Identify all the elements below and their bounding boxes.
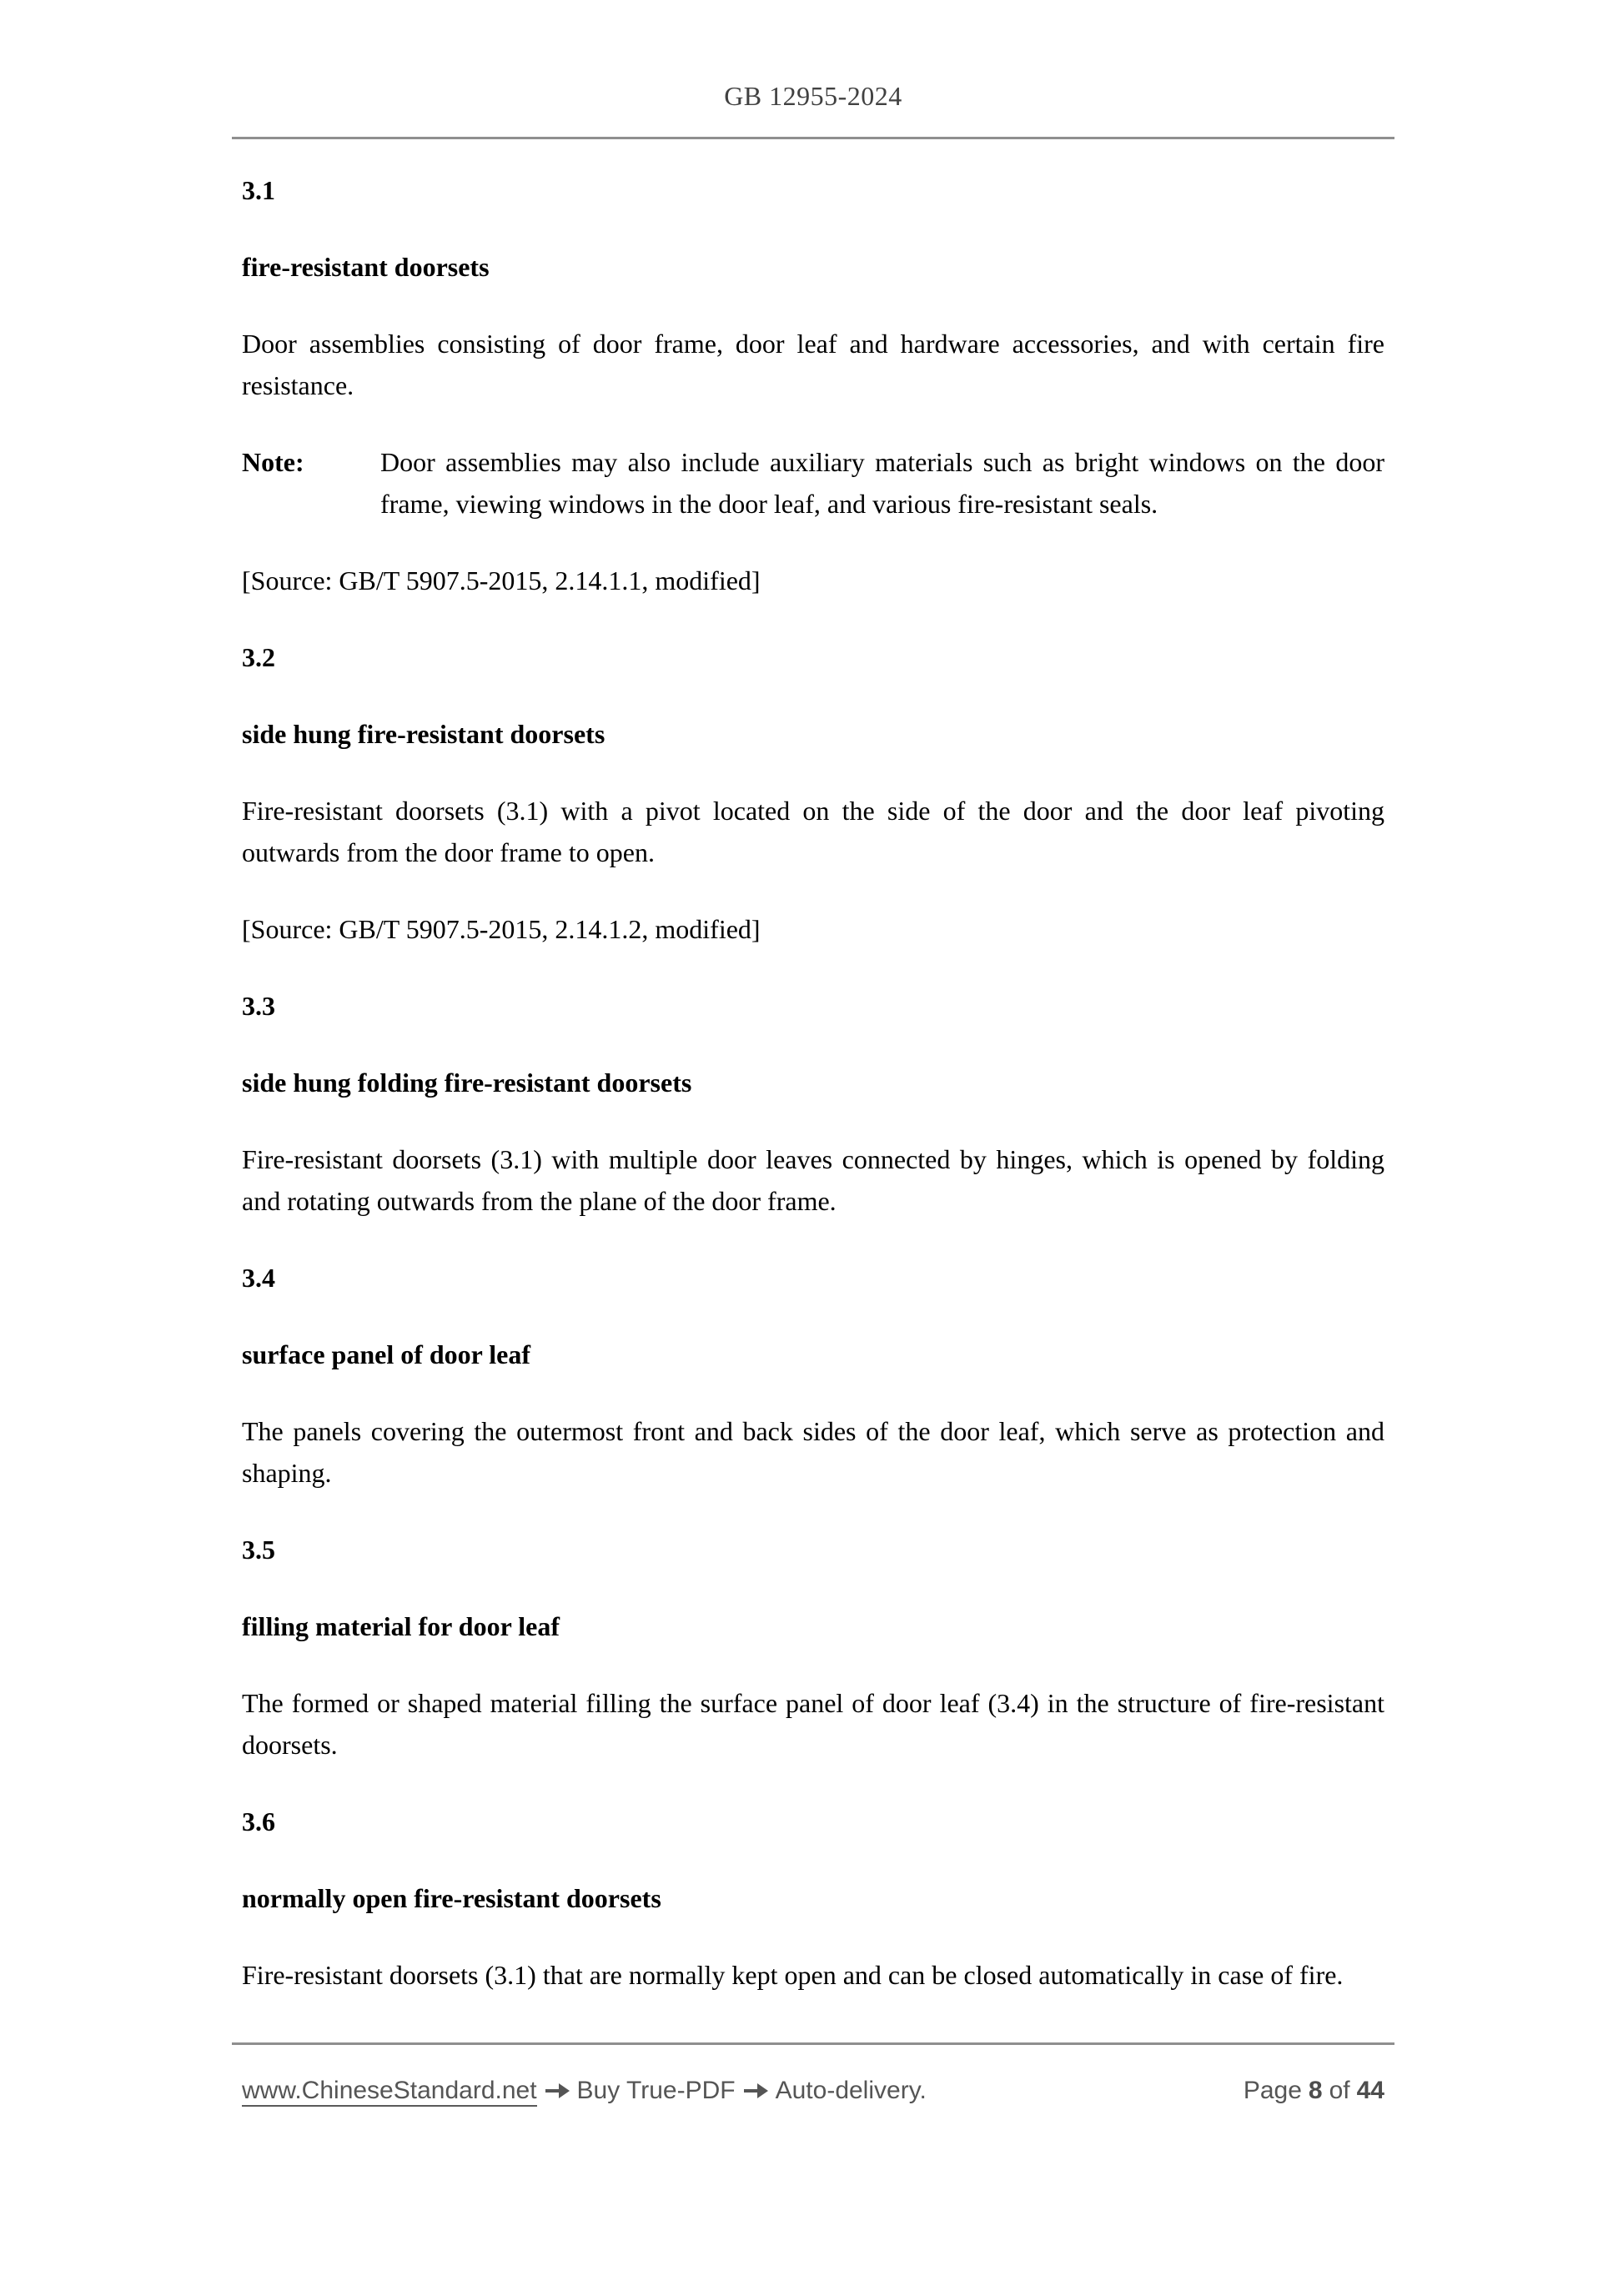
page-of-label: of [1329,2077,1350,2104]
section-number: 3.5 [242,1535,275,1565]
section-term: side hung folding fire-resistant doorsets [242,1068,692,1098]
section-definition: The panels covering the outermost front and back sides of the door leaf, which serve as protection and shaping. [242,1416,1384,1488]
section-number: 3.4 [242,1263,275,1293]
section-number: 3.6 [242,1806,275,1836]
footer-promo [242,2070,927,2112]
section-number: 3.1 [242,175,275,205]
page-label: Page [1243,2077,1302,2104]
arrow-right-icon [743,2082,768,2099]
section-definition: Fire-resistant doorsets (3.1) with a pivot located on the side of the door and the door leaf pivoting outwards from the door frame to open. [242,796,1384,867]
terms-and-definitions-content [242,169,1384,1996]
section-definition: Fire-resistant doorsets (3.1) with multiple door leaves connected by hinges, which is opened by folding and rotating outwards from the plane of the door frame. [242,1144,1384,1216]
note-label: Note: [242,447,304,477]
source-reference: [Source: GB/T 5907.5-2015, 2.14.1.2, modified] [242,914,761,944]
section-number: 3.3 [242,991,275,1021]
page-current: 8 [1308,2077,1323,2104]
section-definition: The formed or shaped material filling the surface panel of door leaf (3.4) in the structure of fire-resistant doorsets. [242,1688,1384,1760]
section-term: side hung fire-resistant doorsets [242,719,605,749]
section-term: fire-resistant doorsets [242,252,490,282]
section-definition: Door assemblies consisting of door frame, door leaf and hardware accessories, and with certain fire resistance. [242,329,1384,400]
footer-action-delivery: Auto-delivery. [775,2077,927,2104]
page-indicator [1244,2070,1384,2112]
section-number: 3.2 [242,642,275,672]
note-text: Door assemblies may also include auxiliary materials such as bright windows on the door frame, viewing windows in the door leaf, and various fire-resistant seals. [380,447,1384,519]
arrow-right-icon [545,2082,570,2099]
section-term: filling material for door leaf [242,1611,560,1641]
website-link[interactable]: www.ChineseStandard.net [242,2077,537,2107]
section-term: surface panel of door leaf [242,1339,531,1369]
section-note [242,441,1384,525]
document-code-header: GB 12955-2024 [724,81,902,111]
page-total: 44 [1356,2077,1384,2104]
source-reference: [Source: GB/T 5907.5-2015, 2.14.1.1, modified] [242,565,761,595]
page-footer [242,2070,1384,2112]
footer-divider [232,2042,1394,2045]
footer-action-buy: Buy True-PDF [576,2077,736,2104]
section-definition: Fire-resistant doorsets (3.1) that are normally kept open and can be closed automatically in case of fire. [242,1960,1344,1990]
header-divider [232,137,1394,139]
section-term: normally open fire-resistant doorsets [242,1883,661,1913]
